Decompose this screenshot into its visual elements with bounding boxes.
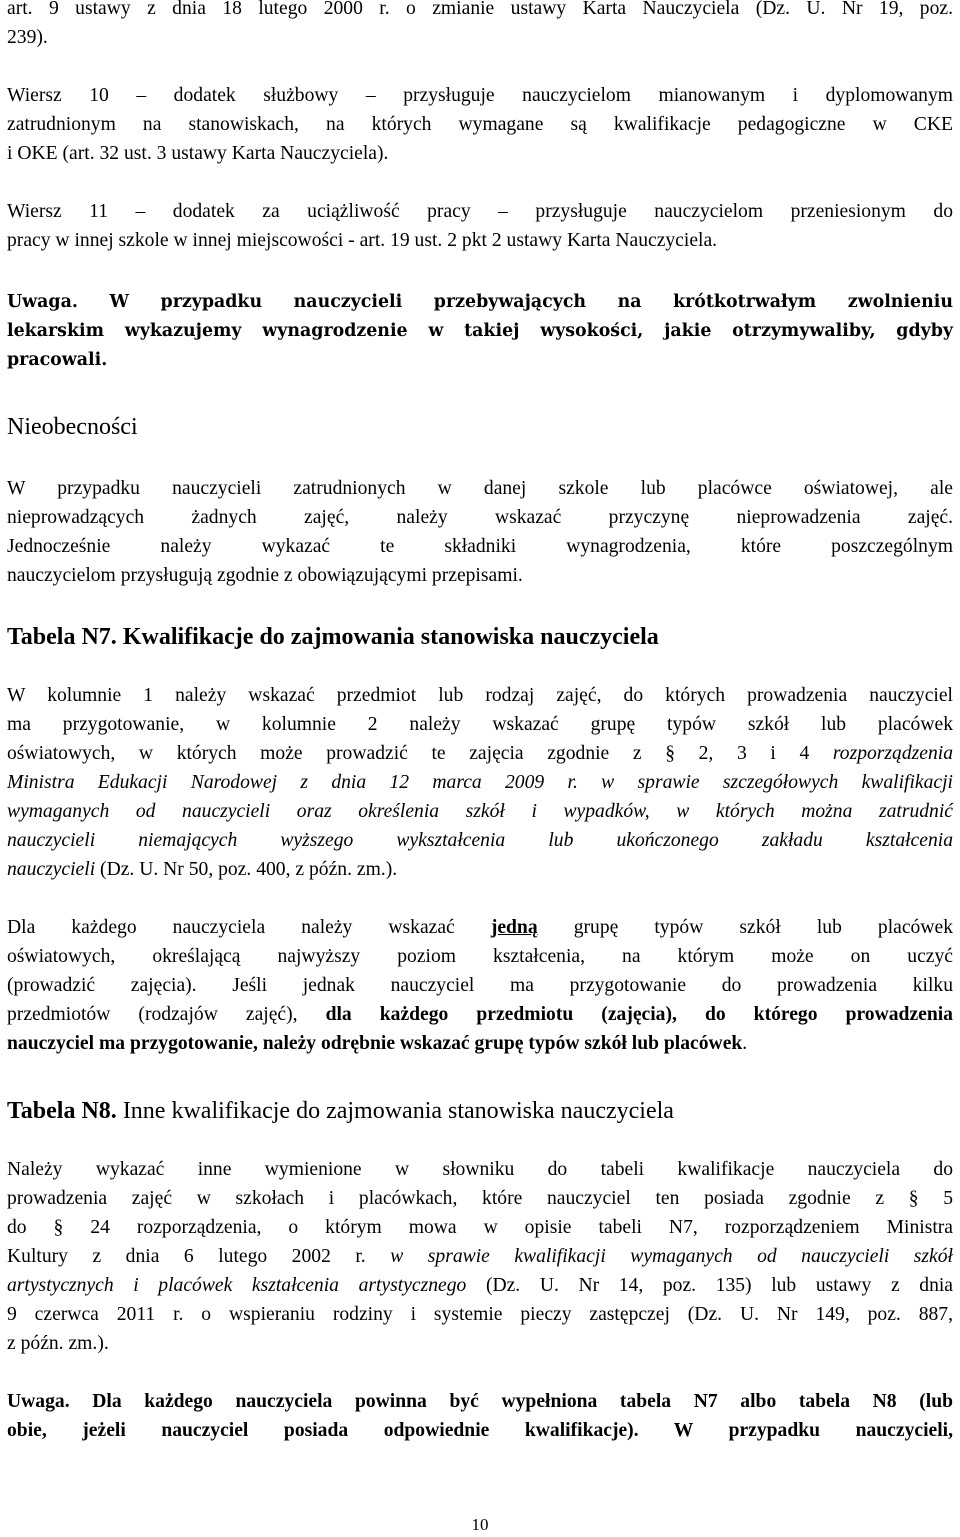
text-line: do § 24 rozporządzenia, o którym mowa w opisie tabeli N7, rozporządzeniem Ministra: [7, 1217, 953, 1238]
n7-paragraph-1: [7, 681, 953, 884]
table-n7-heading: [7, 622, 659, 652]
text-line: przedmiotów (rodzajów zajęć), dla każdego przedmiotu (zajęcia), do którego prowadzenia: [7, 1004, 953, 1025]
text-line: nauczycieli (Dz. U. Nr 50, poz. 400, z późn. zm.).: [7, 859, 398, 880]
heading-label: Tabela N8.: [7, 1098, 117, 1124]
text-line: nauczyciel ma przygotowanie, należy odrębnie wskazać grupę typów szkół lub placówek.: [7, 1033, 748, 1054]
text-line: 9 czerwca 2011 r. o wspieraniu rodziny i systemie pieczy zastępczej (Dz. U. Nr 149, poz. 887,: [7, 1304, 953, 1325]
text-line: W kolumnie 1 należy wskazać przedmiot lub rodzaj zajęć, do których prowadzenia nauczyciel: [7, 685, 953, 706]
note-label: Uwaga.: [7, 292, 78, 312]
wiersz-11-paragraph: [7, 197, 953, 255]
heading-label: Tabela N7.: [7, 624, 117, 650]
text-line: Ministra Edukacji Narodowej z dnia 12 marca 2009 r. w sprawie szczegółowych kwalifikacji: [7, 772, 953, 793]
wiersz-10-paragraph: [7, 81, 953, 168]
text-line: lekarskim wykazujemy wynagrodzenie w takiej wysokości, jakie otrzymywaliby, gdyby: [7, 321, 953, 341]
text-line: i OKE (art. 32 ust. 3 ustawy Karta Nauczyciela).: [7, 143, 389, 164]
n8-paragraph: [7, 1155, 953, 1358]
text-line: z późn. zm.).: [7, 1333, 109, 1354]
text-line: Należy wykazać inne wymienione w słowniku do tabeli kwalifikacje nauczyciela do: [7, 1159, 953, 1180]
top-paragraph: [7, 0, 953, 52]
section-heading: Nieobecności: [7, 414, 138, 440]
text-line: Uwaga. W przypadku nauczycieli przebywających na krótkotrwałym zwolnieniu: [7, 292, 954, 312]
text-line: nauczycielom przysługują zgodnie z obowiązującymi przepisami.: [7, 565, 523, 586]
heading-title: Kwalifikacje do zajmowania stanowiska nauczyciela: [122, 624, 659, 650]
text-line: Kultury z dnia 6 lutego 2002 r. w sprawie kwalifikacji wymaganych od nauczycieli szkół: [7, 1246, 953, 1267]
text-line: Wiersz 11 – dodatek za uciążliwość pracy – przysługuje nauczycielom przeniesionym do: [7, 201, 953, 222]
text-line: Wiersz 10 – dodatek służbowy – przysługuje nauczycielom mianowanym i dyplomowanym: [7, 85, 953, 106]
text-line: nauczycieli niemających wyższego wykształcenia lub ukończonego zakładu kształcenia: [7, 830, 953, 851]
text-line: nieprowadzących żadnych zajęć, należy wskazać przyczynę nieprowadzenia zajęć.: [7, 507, 953, 528]
text-line: wymaganych od nauczycieli oraz określenia szkół i wypadków, w których można zatrudnić: [7, 801, 953, 822]
note-label: Uwaga.: [7, 1391, 70, 1412]
text-line: obie, jeżeli nauczyciel posiada odpowiednie kwalifikacje). W przypadku nauczycieli,: [7, 1420, 953, 1441]
text-line: oświatowych, w których może prowadzić te zajęcia zgodnie z § 2, 3 i 4 rozporządzenia: [7, 743, 953, 764]
text-line: ma przygotowanie, w kolumnie 2 należy wskazać grupę typów szkół lub placówek: [7, 714, 953, 735]
n7-paragraph-2: [7, 913, 953, 1058]
heading-title: Inne kwalifikacje do zajmowania stanowiska nauczyciela: [122, 1098, 674, 1124]
absence-paragraph: [7, 474, 953, 590]
text-line: (prowadzić zajęcia). Jeśli jednak nauczyciel ma przygotowanie do prowadzenia kilku: [7, 975, 953, 996]
note-paragraph-2: [7, 1387, 953, 1445]
text-line: Uwaga. Dla każdego nauczyciela powinna być wypełniona tabela N7 albo tabela N8 (lub: [7, 1391, 953, 1412]
text-line: artystycznych i placówek kształcenia artystycznego (Dz. U. Nr 14, poz. 135) lub ustawy z dnia: [7, 1275, 954, 1296]
text-line: Dla każdego nauczyciela należy wskazać jedną grupę typów szkół lub placówek: [7, 917, 953, 938]
table-n8-heading: [7, 1096, 674, 1126]
text-line: Jednocześnie należy wykazać te składniki wynagrodzenia, które poszczególnym: [7, 536, 953, 557]
text-line: prowadzenia zajęć w szkołach i placówkach, które nauczyciel ten posiada zgodnie z § 5: [7, 1188, 953, 1209]
text-line: pracowali.: [7, 350, 108, 370]
note-paragraph: [7, 288, 953, 375]
text-line: art. 9 ustawy z dnia 18 lutego 2000 r. o zmianie ustawy Karta Nauczyciela (Dz. U. Nr 19, poz.: [7, 0, 953, 19]
text-line: oświatowych, określającą najwyższy poziom kształcenia, na którym może on uczyć: [7, 946, 953, 967]
text-line: 239).: [7, 27, 48, 48]
page-number: 10: [471, 1515, 489, 1534]
text-line: zatrudnionym na stanowiskach, na których wymagane są kwalifikacje pedagogiczne w CKE: [7, 114, 953, 135]
text-line: pracy w innej szkole w innej miejscowości - art. 19 ust. 2 pkt 2 ustawy Karta Nauczyciela.: [7, 230, 718, 251]
text-line: W przypadku nauczycieli zatrudnionych w danej szkole lub placówce oświatowej, ale: [7, 478, 953, 499]
